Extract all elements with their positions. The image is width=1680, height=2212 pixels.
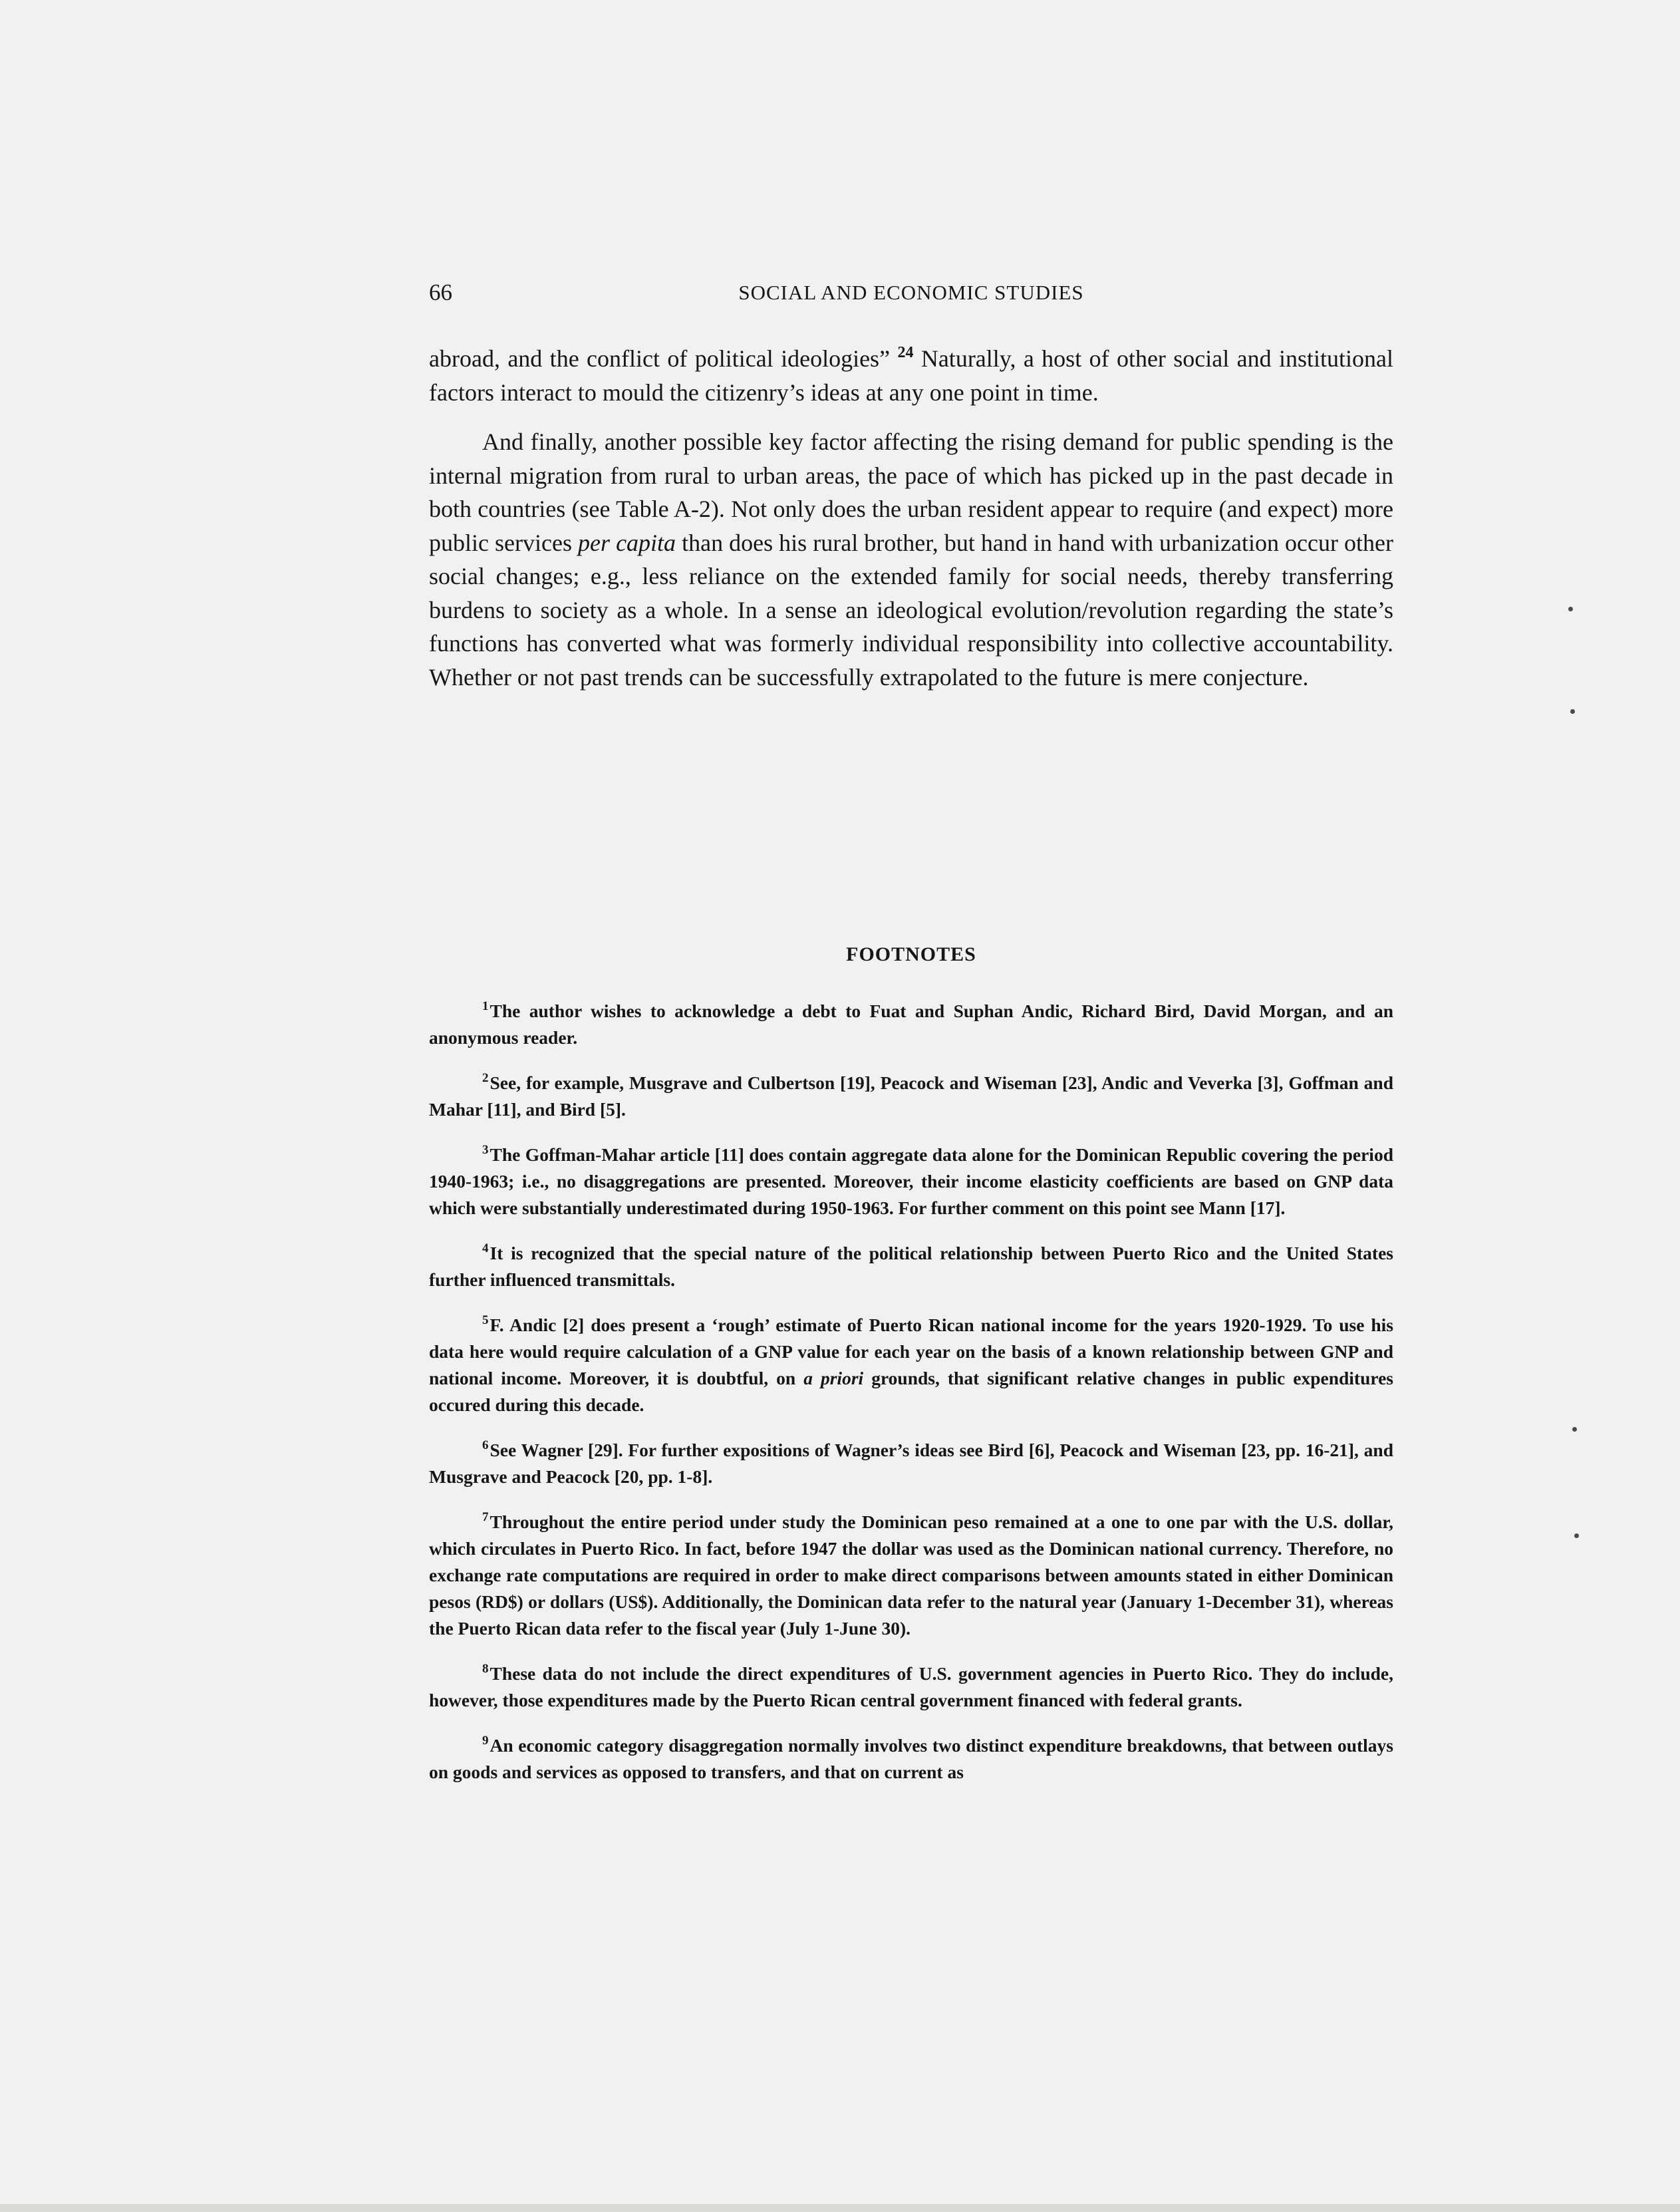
- footnote-4: [429, 1235, 1393, 1293]
- footnote-text: The author wishes to acknowledge a debt to Fuat and Suphan Andic, Richard Bird, David Morgan, and an anonymous reader.: [429, 1001, 1393, 1048]
- footnote-text: These data do not include the direct expenditures of U.S. government agencies in Puerto Rico. They do include, however, those expenditures made by the Puerto Rican central government financed with federal grants.: [429, 1663, 1393, 1710]
- footnote-number: 8: [482, 1662, 489, 1676]
- footnote-number: 9: [482, 1734, 489, 1748]
- footnote-5: [429, 1307, 1393, 1418]
- scan-speck: [1570, 709, 1575, 714]
- body-paragraph-1-text-continued: Naturally, a host of other social and institutional factors interact to mould the citizenry’s ideas at any one point in time.: [429, 345, 1394, 406]
- scan-speck: [1568, 607, 1573, 611]
- body-paragraph-1-text: abroad, and the conflict of political ideologies”: [429, 345, 891, 372]
- running-head: [429, 279, 1393, 313]
- scan-bottom-edge: [0, 2204, 1680, 2212]
- footnote-7: [429, 1504, 1393, 1642]
- footnote-number: 7: [482, 1510, 489, 1524]
- footnote-text: Throughout the entire period under study the Dominican peso remained at a one to one par with the U.S. dollar, which circulates in Puerto Rico. In fact, before 1947 the dollar was used as the Dominican national currency. Therefore, no exchange rate computations are required in order to make direct comparisons between amounts stated in either Dominican pesos (RD$) or dollars (US$). Additionally, the Dominican data refer to the natural year (January 1-December 31), whereas the Puerto Rican data refer to the fiscal year (July 1-June 30).: [429, 1511, 1393, 1639]
- footnote-italic: a priori: [803, 1368, 864, 1388]
- footnote-3: [429, 1137, 1393, 1221]
- footnote-reference-24: 24: [897, 344, 914, 361]
- footnote-1: [429, 993, 1393, 1051]
- page-number: 66: [429, 279, 452, 305]
- footnote-9: [429, 1728, 1393, 1786]
- footnote-number: 1: [482, 999, 489, 1013]
- footnote-text: F. Andic [2] does present a ‘rough’ estimate of Puerto Rican national income for the years 1920-1929. To use his data here would require calculation of a GNP value for each year on the basis of a known relationship between GNP and national income. Moreover, it is doubtful, on: [429, 1315, 1393, 1388]
- footnote-text: The Goffman-Mahar article [11] does contain aggregate data alone for the Dominican Republic covering the period 1940-1963; i.e., no disaggregations are presented. Moreover, their income elasticity coefficients are based on GNP data which were substantially underestimated during 1950-1963. For further comment on this point see Mann [17].: [429, 1144, 1393, 1218]
- footnote-6: [429, 1432, 1393, 1490]
- scan-speck: [1572, 1427, 1577, 1432]
- footnote-text: An economic category disaggregation normally involves two distinct expenditure breakdowns, that between outlays on goods and services as opposed to transfers, and that on current as: [429, 1735, 1393, 1782]
- footnote-text: It is recognized that the special nature of the political relationship between Puerto Rico and the United States further influenced transmittals.: [429, 1243, 1393, 1290]
- body-paragraph-1: [429, 336, 1393, 409]
- body-paragraph-2-text-continued: than does his rural brother, but hand in hand with urbanization occur other social changes; e.g., less reliance on the extended family for social needs, thereby transferring burdens to society as a whole. In a sense an ideological evolution/revolution regarding the state’s functions has converted what was formerly individual responsibility into collective accountability. Whether or not past trends can be successfully extrapolated to the future is mere conjecture.: [429, 529, 1393, 691]
- footnote-number: 2: [482, 1071, 489, 1085]
- footnotes-list: [429, 993, 1393, 1800]
- body-paragraph-2: [429, 425, 1393, 694]
- footnotes-heading: FOOTNOTES: [846, 943, 976, 965]
- footnote-2: [429, 1065, 1393, 1123]
- footnote-text: See Wagner [29]. For further expositions of Wagner’s ideas see Bird [6], Peacock and Wiseman [23, pp. 16-21], and Musgrave and Peacock [20, pp. 1-8].: [429, 1440, 1393, 1487]
- body-text-block: [429, 336, 1393, 694]
- body-paragraph-2-text: And finally, another possible key factor affecting the rising demand for public spending is the internal migration from rural to urban areas, the pace of which has picked up in the past decade in both countries (see Table A-2). Not only does the urban resident appear to require (and expect) more public services: [429, 428, 1393, 556]
- footnote-number: 3: [482, 1143, 489, 1157]
- journal-title: SOCIAL AND ECONOMIC STUDIES: [738, 281, 1084, 304]
- body-paragraph-2-italic: per capita: [578, 529, 676, 556]
- footnote-number: 5: [482, 1313, 489, 1327]
- footnote-number: 6: [482, 1438, 489, 1452]
- scan-speck: [1574, 1533, 1579, 1538]
- footnote-text-continued: grounds, that significant relative changes in public expenditures occured during this decade.: [429, 1368, 1393, 1415]
- footnote-text: See, for example, Musgrave and Culbertson [19], Peacock and Wiseman [23], Andic and Veverka [3], Goffman and Mahar [11], and Bird [5].: [429, 1072, 1393, 1120]
- footnote-number: 4: [482, 1241, 489, 1255]
- footnote-8: [429, 1656, 1393, 1714]
